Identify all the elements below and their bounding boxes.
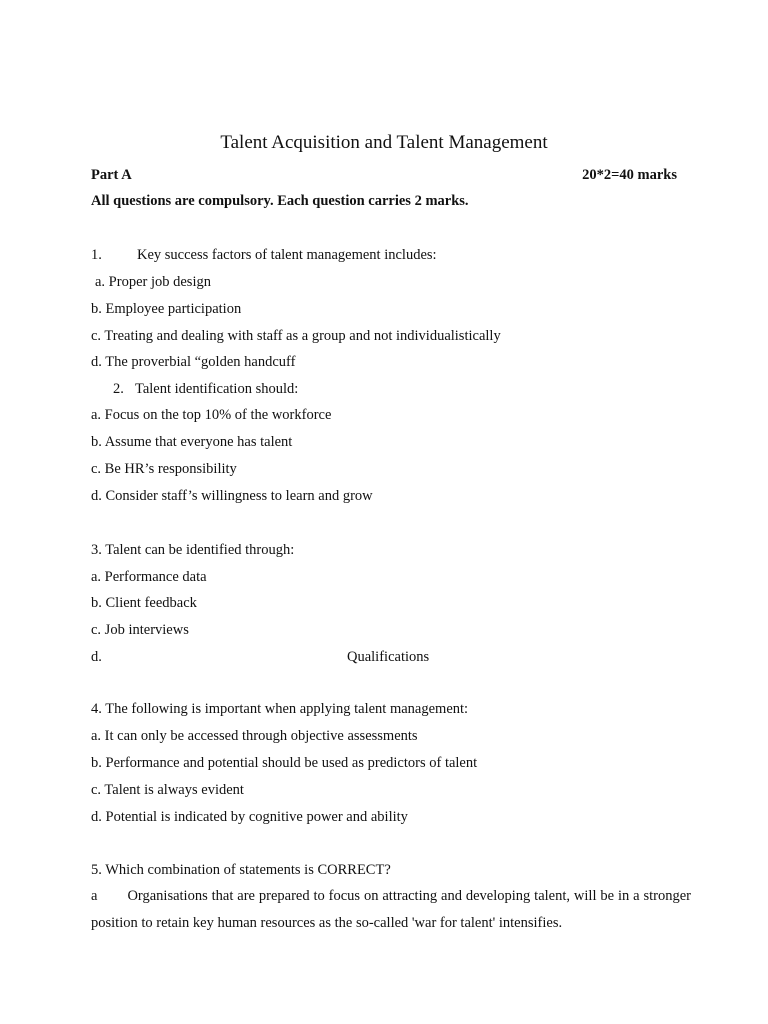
question-2-option-c: c. Be HR’s responsibility <box>91 461 237 477</box>
question-1-option-b: b. Employee participation <box>91 301 242 317</box>
question-4-option-a: a. It can only be accessed through objective assessments <box>91 728 418 744</box>
question-5-option-a-letter: a <box>91 888 98 904</box>
question-5-option-a <box>91 883 691 937</box>
question-2-option-b: b. Assume that everyone has talent <box>91 434 293 450</box>
question-1-option-a: a. Proper job design <box>95 274 211 290</box>
question-3-option-c: c. Job interviews <box>91 622 189 638</box>
question-5-text: 5. Which combination of statements is CORRECT? <box>91 862 391 878</box>
question-2-number: 2. <box>113 381 124 397</box>
question-1-number: 1. <box>91 247 102 263</box>
question-5-option-a-text: Organisations that are prepared to focus on attracting and developing talent, will be in a stronger position to retain key human resources as the so-called 'war for talent' intensifies. <box>91 888 691 931</box>
question-2-option-d: d. Consider staff’s willingness to learn and grow <box>91 488 373 504</box>
question-3-text: 3. Talent can be identified through: <box>91 542 295 558</box>
question-4-option-d: d. Potential is indicated by cognitive power and ability <box>91 809 408 825</box>
question-2-option-a: a. Focus on the top 10% of the workforce <box>91 407 332 423</box>
question-3-option-d-text: Qualifications <box>347 649 430 665</box>
question-4-text: 4. The following is important when applying talent management: <box>91 701 469 717</box>
question-4-option-b: b. Performance and potential should be used as predictors of talent <box>91 755 478 771</box>
document-title: Talent Acquisition and Talent Management <box>220 132 548 153</box>
question-1-option-c: c. Treating and dealing with staff as a group and not individualistically <box>91 328 501 344</box>
marks-label: 20*2=40 marks <box>582 167 677 183</box>
question-2-text: Talent identification should: <box>135 381 299 397</box>
question-1-option-d: d. The proverbial “golden handcuff <box>91 354 296 370</box>
question-4-option-c: c. Talent is always evident <box>91 782 244 798</box>
question-3-option-b: b. Client feedback <box>91 595 197 611</box>
question-3-option-d-letter: d. <box>91 649 102 665</box>
part-label: Part A <box>91 167 132 183</box>
question-1-text: Key success factors of talent management includes: <box>137 247 437 263</box>
question-3-option-a: a. Performance data <box>91 569 207 585</box>
instructions: All questions are compulsory. Each question carries 2 marks. <box>91 193 469 209</box>
